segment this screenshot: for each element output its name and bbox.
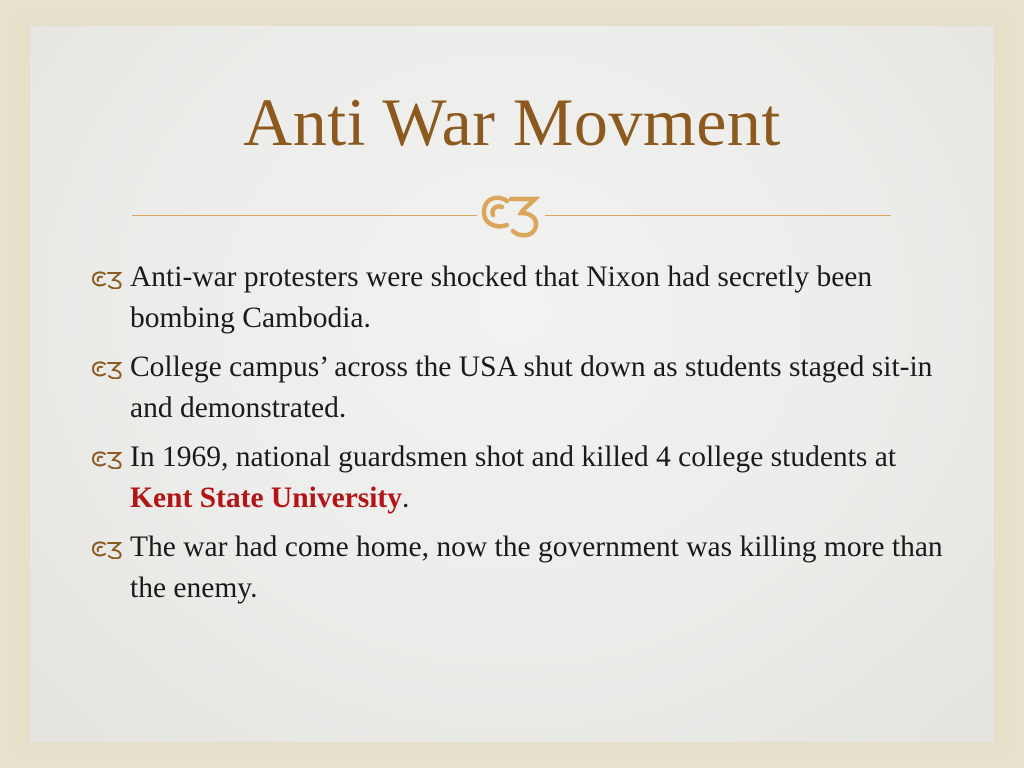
bullet-item (90, 347, 950, 429)
scroll-ornament-icon (477, 189, 545, 239)
scroll-bullet-icon (90, 359, 124, 379)
bullet-item (90, 257, 950, 339)
slide-title: Anti War Movment (243, 84, 781, 160)
title-divider-left (132, 215, 477, 216)
bullet-text: College campus’ across the USA shut down as students staged sit-in and demonstrated. (130, 351, 933, 424)
bullet-list (90, 257, 950, 617)
title-divider-right (545, 215, 891, 216)
scroll-bullet-icon (90, 539, 124, 559)
scroll-bullet-icon (90, 449, 124, 469)
bullet-text: Anti-war protesters were shocked that Nixon had secretly been bombing Cambodia. (130, 261, 873, 334)
bullet-item (90, 437, 950, 519)
bullet-text: The war had come home, now the government was killing more than the enemy. (130, 531, 943, 604)
kent-state-highlight: Kent State University (130, 482, 403, 514)
bullet-text: In 1969, national guardsmen shot and killed 4 college students at (130, 441, 897, 473)
bullet-text-end: . (402, 482, 410, 514)
scroll-bullet-icon (90, 269, 124, 289)
bullet-item (90, 527, 950, 609)
